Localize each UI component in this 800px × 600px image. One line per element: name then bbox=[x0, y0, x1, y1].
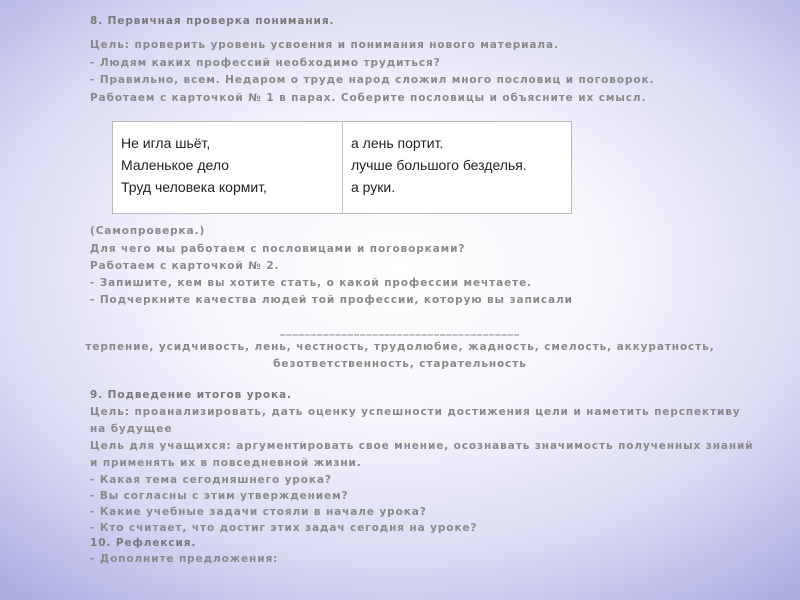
section-10-heading: 10. Рефлексия. bbox=[90, 537, 197, 549]
self-check-question: Для чего мы работаем с пословицами и поговорками? bbox=[90, 243, 466, 255]
section-9-question: - Какие учебные задачи стояли в начале урока? bbox=[90, 506, 427, 518]
section-9-line: Цель: проанализировать, дать оценку успешности достижения цели и наметить перспективу bbox=[90, 406, 741, 418]
section-9-line: Цель для учащихся: аргументировать свое мнение, осознавать значимость полученных знаний bbox=[90, 440, 754, 452]
qualities-list: терпение, усидчивость, лень, честность, трудолюбие, жадность, смелость, аккуратность, bbox=[85, 341, 715, 353]
card-2-task: Работаем с карточкой № 2. bbox=[90, 260, 280, 272]
section-9-question: - Какая тема сегодняшнего урока? bbox=[90, 474, 332, 486]
self-check-label: (Самопроверка.) bbox=[90, 225, 206, 237]
proverb-end: а руки. bbox=[351, 179, 396, 195]
proverbs-card bbox=[112, 121, 572, 214]
section-9-line: на будущее bbox=[90, 423, 173, 435]
section-10-line: - Дополните предложения: bbox=[90, 553, 279, 565]
section-8-goal: Цель: проверить уровень усвоения и понимания нового материала. bbox=[90, 39, 559, 51]
proverb-end: а лень портит. bbox=[351, 135, 444, 151]
answer-blank-line: _______________________________________ bbox=[280, 324, 520, 336]
section-8-answer: - Правильно, всем. Недаром о труде народ сложил много пословиц и поговорок. bbox=[90, 74, 655, 86]
section-9-question: - Вы согласны с этим утверждением? bbox=[90, 490, 349, 502]
proverbs-left-column bbox=[113, 122, 343, 213]
card-2-instruction: - Подчеркните качества людей той профессии, которую вы записали bbox=[90, 294, 573, 306]
proverb-start: Маленькое дело bbox=[121, 157, 229, 173]
proverb-end: лучше большого безделья. bbox=[351, 157, 527, 173]
section-8-heading: 8. Первичная проверка понимания. bbox=[90, 15, 335, 27]
section-8-question: - Людям каких профессий необходимо трудиться? bbox=[90, 57, 441, 69]
section-9-heading: 9. Подведение итогов урока. bbox=[90, 389, 292, 401]
section-9-line: и применять их в повседневной жизни. bbox=[90, 457, 362, 469]
proverbs-right-column bbox=[343, 122, 571, 213]
section-8-task: Работаем с карточкой № 1 в парах. Соберите пословицы и объясните их смысл. bbox=[90, 92, 647, 104]
proverb-start: Не игла шьёт, bbox=[121, 135, 211, 151]
qualities-list: безответственность, старательность bbox=[273, 358, 527, 370]
proverb-start: Труд человека кормит, bbox=[121, 179, 267, 195]
card-2-instruction: - Запишите, кем вы хотите стать, о какой профессии мечтаете. bbox=[90, 277, 533, 289]
section-9-question: - Кто считает, что достиг этих задач сегодня на уроке? bbox=[90, 522, 478, 534]
